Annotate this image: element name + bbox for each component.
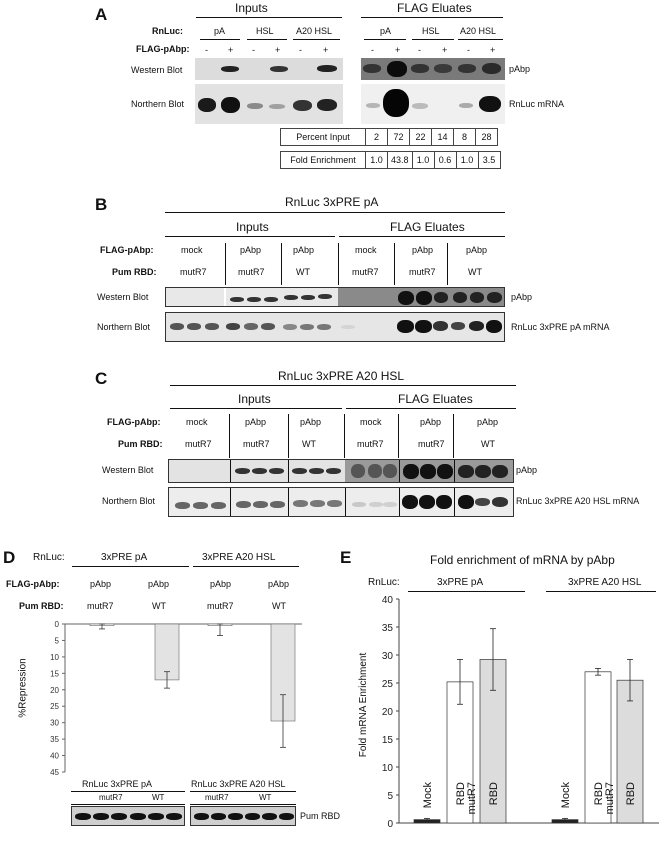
y-tick-label: 25 (381, 679, 393, 690)
flag-value: pAbp (300, 417, 322, 427)
mrna-right-label: RnLuc 3xPRE A20 HSL mRNA (516, 496, 640, 506)
y-axis-label: Fold mRNA Enrichment (358, 652, 370, 758)
flag-value: pAbp (466, 245, 488, 255)
panel-letter: C (95, 369, 108, 388)
table-cell: 72 (388, 129, 410, 146)
group-label: 3xPRE pA (437, 577, 484, 588)
flag-value: mock (355, 245, 377, 255)
percent-input-table (280, 128, 498, 146)
eluates-header: FLAG Eluates (398, 392, 473, 406)
y-tick-label: 35 (50, 735, 59, 745)
x-category-label: Mock (422, 782, 434, 809)
x-category-label: Mock (560, 782, 572, 809)
pabp-right-label: pAbp (516, 465, 538, 475)
pum-value: mutR7 (238, 267, 265, 277)
group-label: A20 HSL (460, 26, 497, 36)
blot-title: RnLuc 3xPRE pA (82, 779, 153, 789)
flag-pabp-label: FLAG-pAbp: (136, 44, 190, 54)
northern-blot (165, 312, 505, 342)
y-tick-label: 40 (381, 595, 393, 606)
table-cell: 22 (410, 129, 432, 146)
blot-sublabel: WT (259, 793, 272, 802)
pum-value: WT (481, 439, 495, 449)
rnluc-mrna-right-label: RnLuc mRNA (509, 99, 565, 109)
flag-value: pAbp (293, 245, 315, 255)
sign: + (275, 45, 281, 55)
flag-value: pAbp (412, 245, 434, 255)
fold-enrichment-chart (358, 590, 661, 830)
western-blot (165, 287, 505, 307)
group-label: 3xPRE A20 HSL (568, 577, 642, 588)
x-category-label: RBD mutR7 (593, 782, 616, 815)
y-tick-label: 20 (381, 707, 393, 718)
pum-rbd-label: Pum RBD: (19, 601, 64, 611)
flag-value: mock (360, 417, 382, 427)
sign: + (395, 45, 401, 55)
table-cell: 43.8 (388, 152, 413, 169)
pum-value: WT (302, 439, 316, 449)
western-blot-eluates (361, 58, 505, 80)
table-cell: 14 (432, 129, 454, 146)
percent-input-label: Percent Input (281, 129, 366, 146)
y-axis-label: %Repression (17, 658, 29, 718)
rnluc-group: 3xPRE A20 HSL (202, 552, 276, 563)
flag-pabp-label: FLAG-pAbp: (100, 245, 154, 255)
table-cell: 3.5 (478, 152, 500, 169)
blot-sublabel: mutR7 (205, 793, 229, 802)
y-tick-label: 0 (54, 620, 59, 629)
table-cell: 1.0 (456, 152, 478, 169)
x-category-label: RBD (625, 782, 637, 806)
sign: - (467, 45, 470, 55)
group-label: pA (214, 26, 226, 36)
sign: - (299, 45, 302, 55)
blot-sublabel: WT (152, 793, 165, 802)
x-category-label: RBD mutR7 (455, 782, 478, 815)
blot-sublabel: mutR7 (99, 793, 123, 802)
pum-value: mutR7 (352, 267, 379, 277)
flag-value: pAbp (240, 245, 262, 255)
eluates-header: FLAG Eluates (397, 1, 472, 15)
flag-value: mock (181, 245, 203, 255)
y-tick-label: 20 (50, 685, 59, 695)
pum-rbd-blot-left (71, 806, 185, 826)
table-cell: 2 (366, 129, 388, 146)
pum-value: WT (152, 601, 166, 611)
inputs-header: Inputs (235, 1, 268, 15)
western-blot-inputs (195, 58, 343, 80)
pum-value: mutR7 (87, 601, 114, 611)
northern-blot-inputs (195, 84, 343, 124)
y-tick-label: 5 (387, 791, 393, 802)
panel-letter: E (340, 548, 352, 567)
y-tick-label: 10 (50, 652, 59, 662)
pabp-right-label: pAbp (509, 64, 531, 74)
inputs-header: Inputs (238, 392, 271, 406)
pum-value: mutR7 (180, 267, 207, 277)
y-tick-label: 35 (381, 623, 393, 634)
fold-enrichment-label: Fold Enrichment (281, 152, 366, 169)
chart-title: Fold enrichment of mRNA by pAbp (430, 553, 615, 567)
panel-title: RnLuc 3xPRE pA (285, 195, 379, 209)
flag-pabp-label: FLAG-pAbp: (107, 417, 161, 427)
flag-pabp-label: FLAG-pAbp: (6, 579, 60, 589)
sign: - (418, 45, 421, 55)
panel-title: RnLuc 3xPRE A20 HSL (278, 369, 405, 383)
flag-value: pAbp (148, 579, 170, 589)
western-blot (168, 459, 514, 483)
flag-value: pAbp (210, 579, 232, 589)
northern-blot (168, 487, 514, 517)
sign: - (205, 45, 208, 55)
pum-value: WT (468, 267, 482, 277)
pum-value: mutR7 (409, 267, 436, 277)
group-label: HSL (256, 26, 274, 36)
rnluc-group: 3xPRE pA (101, 552, 148, 563)
northern-blot-eluates (361, 84, 505, 124)
pum-value: mutR7 (207, 601, 234, 611)
western-blot-label: Western Blot (97, 292, 149, 302)
northern-blot-label: Northern Blot (102, 496, 156, 506)
y-tick-label: 45 (50, 768, 59, 777)
panel-letter: B (95, 195, 108, 214)
sign: - (371, 45, 374, 55)
pum-value: WT (296, 267, 310, 277)
table-cell: 28 (476, 129, 498, 146)
flag-value: pAbp (245, 417, 267, 427)
sign: + (490, 45, 496, 55)
sign: - (252, 45, 255, 55)
y-tick-label: 15 (381, 735, 393, 746)
pum-rbd-blot-right (190, 806, 296, 826)
table-cell: 1.0 (412, 152, 434, 169)
pum-value: mutR7 (357, 439, 384, 449)
y-tick-label: 25 (50, 702, 59, 712)
pum-rbd-right-label: Pum RBD (300, 811, 341, 821)
rnluc-label: RnLuc: (33, 552, 65, 563)
pum-rbd-label: Pum RBD: (118, 439, 163, 449)
sign: + (442, 45, 448, 55)
pum-value: mutR7 (243, 439, 270, 449)
blot-title: RnLuc 3xPRE A20 HSL (191, 779, 286, 789)
table-cell: 1.0 (366, 152, 388, 169)
rnluc-label: RnLuc: (152, 26, 183, 36)
flag-value: pAbp (420, 417, 442, 427)
flag-value: mock (186, 417, 208, 427)
northern-blot-label: Northern Blot (97, 322, 151, 332)
table-cell: 0.6 (434, 152, 456, 169)
y-tick-label: 30 (381, 651, 393, 662)
inputs-header: Inputs (236, 220, 269, 234)
y-tick-label: 40 (50, 751, 59, 761)
flag-value: pAbp (90, 579, 112, 589)
western-blot-label: Western Blot (102, 465, 154, 475)
panel-letter: A (95, 5, 108, 24)
mrna-right-label: RnLuc 3xPRE pA mRNA (511, 322, 610, 332)
y-tick-label: 0 (387, 819, 393, 830)
panel-letter: D (3, 548, 16, 567)
group-label: pA (380, 26, 392, 36)
northern-blot-label: Northern Blot (131, 99, 185, 109)
pum-value: mutR7 (185, 439, 212, 449)
x-category-label: RBD (488, 782, 500, 806)
pum-rbd-label: Pum RBD: (112, 267, 157, 277)
group-label: A20 HSL (296, 26, 333, 36)
eluates-header: FLAG Eluates (390, 220, 465, 234)
rnluc-label: RnLuc: (368, 577, 400, 588)
group-label: HSL (422, 26, 440, 36)
pum-value: mutR7 (418, 439, 445, 449)
fold-enrichment-table (280, 151, 501, 169)
sign: + (323, 45, 329, 55)
y-tick-label: 5 (54, 636, 59, 646)
sign: + (228, 45, 234, 55)
y-tick-label: 30 (50, 718, 59, 728)
y-tick-label: 10 (381, 763, 393, 774)
table-cell: 8 (454, 129, 476, 146)
pabp-right-label: pAbp (511, 292, 533, 302)
flag-value: pAbp (268, 579, 290, 589)
y-tick-label: 15 (50, 669, 59, 679)
pum-value: WT (272, 601, 286, 611)
flag-value: pAbp (477, 417, 499, 427)
western-blot-label: Western Blot (131, 65, 183, 75)
